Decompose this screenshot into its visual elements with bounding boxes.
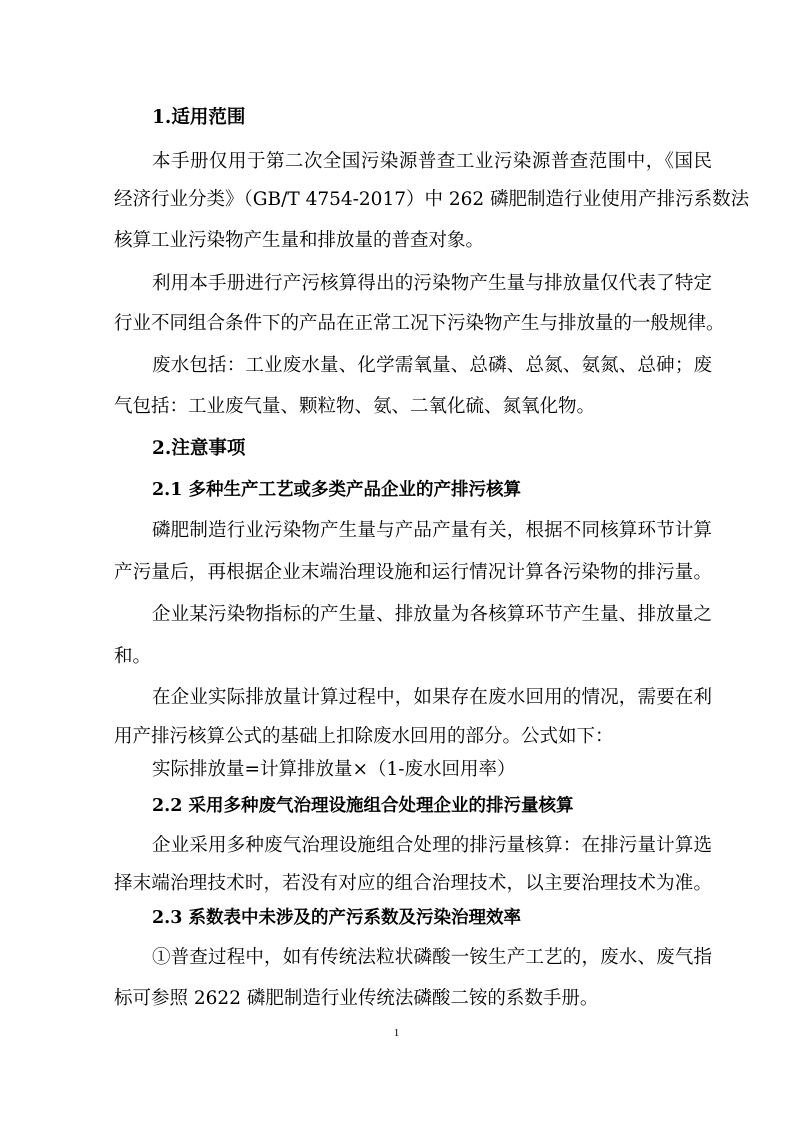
paragraph-line: ①普查过程中，如有传统法粒状磷酸一铵生产工艺的，废水、废气指	[152, 947, 712, 968]
paragraph-line: 和。	[114, 646, 152, 667]
paragraph-line: 用产排污核算公式的基础上扣除废水回用的部分。公式如下：	[114, 726, 614, 747]
formula: 实际排放量=计算排放量×（1-废水回用率）	[152, 759, 516, 780]
paragraph-line: 本手册仅用于第二次全国污染源普查工业污染源普查范围中，《国民	[152, 151, 712, 172]
paragraph-line: 核算工业污染物产生量和排放量的普查对象。	[114, 230, 485, 251]
section-2-heading: 2.注意事项	[152, 438, 246, 459]
paragraph-line: 标可参照 2622 磷肥制造行业传统法磷酸二铵的系数手册。	[114, 988, 599, 1009]
section-1-heading: 1.适用范围	[152, 107, 246, 128]
paragraph-line: 在企业实际排放量计算过程中，如果存在废水回用的情况，需要在利	[152, 687, 712, 708]
section-2-2-heading: 2.2 采用多种废气治理设施组合处理企业的排污量核算	[152, 796, 574, 816]
section-2-1-heading: 2.1 多种生产工艺或多类产品企业的产排污核算	[152, 480, 522, 500]
paragraph-line: 气包括：工业废气量、颗粒物、氨、二氧化硫、氮氧化物。	[114, 396, 596, 417]
page-number: 1	[393, 1027, 400, 1039]
section-2-3-heading: 2.3 系数表中未涉及的产污系数及污染治理效率	[152, 908, 522, 928]
paragraph-line: 产污量后，再根据企业末端治理设施和运行情况计算各污染物的排污量。	[114, 562, 712, 583]
paragraph-line: 磷肥制造行业污染物产生量与产品产量有关，根据不同核算环节计算	[152, 520, 712, 541]
paragraph-line: 企业某污染物指标的产生量、排放量为各核算环节产生量、排放量之	[152, 604, 712, 625]
paragraph-line: 择末端治理技术时，若没有对应的组合治理技术，以主要治理技术为准。	[114, 873, 712, 894]
paragraph-line: 经济行业分类》（GB/T 4754-2017）中 262 磷肥制造行业使用产排污系数法	[114, 189, 750, 210]
paragraph-line: 行业不同组合条件下的产品在正常工况下污染物产生与排放量的一般规律。	[114, 313, 725, 334]
paragraph-line: 废水包括：工业废水量、化学需氧量、总磷、总氮、氨氮、总砷；废	[152, 355, 712, 376]
paragraph-line: 利用本手册进行产污核算得出的污染物产生量与排放量仅代表了特定	[152, 273, 712, 294]
paragraph-line: 企业采用多种废气治理设施组合处理的排污量核算：在排污量计算选	[152, 835, 712, 856]
